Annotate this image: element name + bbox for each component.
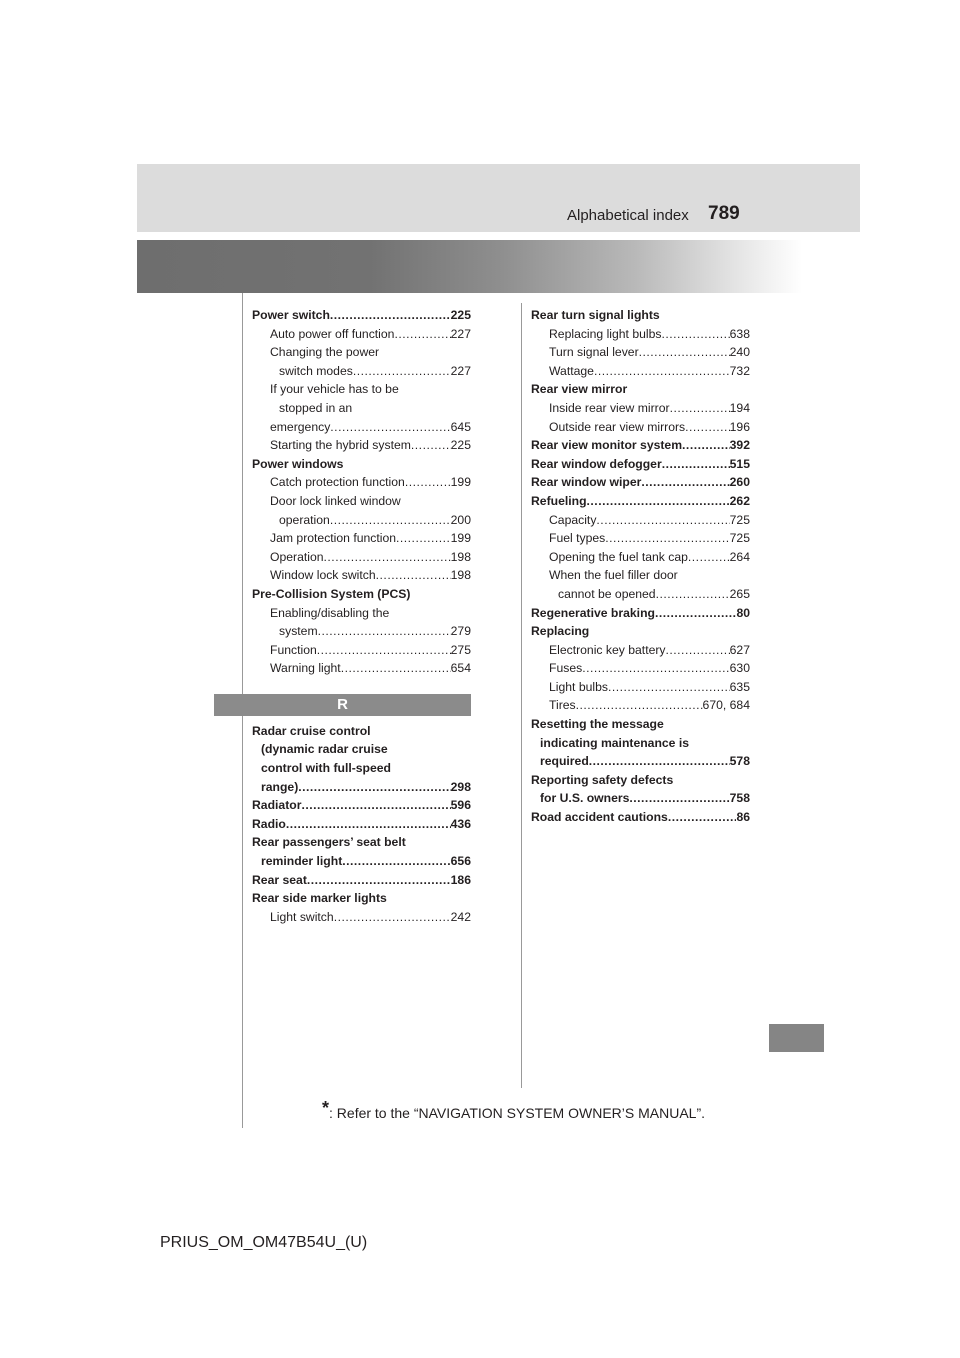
entry-text: Refueling (531, 493, 587, 508)
index-entry (531, 343, 750, 362)
entry-text: Enabling/disabling the (270, 605, 390, 620)
leader-dots (324, 548, 451, 567)
leader-dots (334, 908, 451, 927)
index-entry (252, 511, 471, 530)
index-entry (252, 343, 471, 362)
entry-page-number: 196 (729, 419, 750, 434)
entry-text: Fuses (549, 661, 583, 676)
entry-text: Rear window defogger (531, 456, 662, 471)
index-entry (252, 362, 471, 381)
entry-text: required (540, 754, 589, 769)
entry-text: Pre-Collision System (PCS) (252, 586, 411, 601)
entry-text: stopped in an (279, 400, 353, 415)
leader-dots (688, 548, 730, 567)
index-entry (531, 696, 750, 715)
leader-dots (405, 473, 451, 492)
index-entry (252, 418, 471, 437)
index-entry (252, 436, 471, 455)
entry-page-number: 436 (450, 816, 471, 831)
leader-dots (668, 808, 737, 827)
leader-dots (286, 815, 451, 834)
entry-text: If your vehicle has to be (270, 382, 399, 397)
index-entry (531, 306, 750, 325)
index-entry (531, 362, 750, 381)
entry-page-number: 198 (450, 568, 471, 583)
entry-text: Changing the power (270, 345, 380, 360)
entry-page-number: 645 (450, 419, 471, 434)
index-entry (252, 815, 471, 834)
entry-text: (dynamic radar cruise (261, 742, 388, 757)
entry-text: Light switch (270, 909, 334, 924)
entry-page-number: 725 (729, 512, 750, 527)
index-entry (252, 548, 471, 567)
index-entry (531, 436, 750, 455)
entry-text: Fuel types (549, 531, 606, 546)
leader-dots (655, 604, 736, 623)
index-entry (252, 566, 471, 585)
index-entry (252, 796, 471, 815)
entry-text: Resetting the message (531, 717, 664, 732)
entry-page-number: 515 (729, 456, 750, 471)
entry-page-number: 227 (450, 363, 471, 378)
entry-page-number: 758 (729, 791, 750, 806)
decorative-gradient-bar (137, 240, 802, 293)
leader-dots (608, 678, 730, 697)
entry-page-number: 654 (450, 661, 471, 676)
entry-text: Rear window wiper (531, 475, 642, 490)
index-entry (531, 771, 750, 790)
entry-text: range) (261, 779, 299, 794)
entry-text: Regenerative braking (531, 605, 655, 620)
leader-dots (662, 455, 730, 474)
leader-dots (576, 696, 703, 715)
index-entry (531, 752, 750, 771)
leader-dots (596, 511, 729, 530)
entry-list (252, 722, 471, 927)
entry-text: emergency (270, 419, 331, 434)
index-entry (252, 778, 471, 797)
entry-text: Radar cruise control (252, 723, 371, 738)
header-band (137, 164, 860, 232)
index-entry (252, 759, 471, 778)
entry-text: Door lock linked window (270, 493, 401, 508)
entry-page-number: 198 (450, 549, 471, 564)
section-letter-bar: R (214, 694, 471, 716)
entry-text: Jam protection function (270, 531, 397, 546)
leader-dots (670, 399, 730, 418)
index-entry (531, 641, 750, 660)
index-entry (531, 789, 750, 808)
index-entry (252, 380, 471, 399)
index-entry (531, 529, 750, 548)
index-entry (531, 604, 750, 623)
leader-dots (330, 511, 451, 530)
index-entry (531, 808, 750, 827)
thumb-index-tab (769, 1024, 824, 1052)
entry-page-number: 578 (729, 754, 750, 769)
leader-dots (587, 492, 730, 511)
leader-dots (641, 473, 729, 492)
index-entry (252, 455, 471, 474)
leader-dots (342, 852, 450, 871)
leader-dots (330, 306, 451, 325)
leader-dots (341, 659, 451, 678)
entry-text: Turn signal lever (549, 345, 639, 360)
leader-dots (301, 796, 450, 815)
entry-page-number: 200 (450, 512, 471, 527)
index-entry (252, 604, 471, 623)
leader-dots (582, 659, 729, 678)
index-entry (252, 740, 471, 759)
entry-text: Rear view monitor system (531, 438, 683, 453)
index-entry (252, 399, 471, 418)
leader-dots (685, 418, 730, 437)
entry-text: control with full-speed (261, 761, 391, 776)
index-entry (252, 852, 471, 871)
entry-page-number: 732 (729, 363, 750, 378)
index-column-right (531, 306, 750, 827)
index-entry (531, 399, 750, 418)
index-entry (531, 734, 750, 753)
leader-dots (629, 789, 729, 808)
entry-text: Outside rear view mirrors (549, 419, 686, 434)
index-entry (252, 871, 471, 890)
leader-dots (661, 325, 729, 344)
leader-dots (353, 362, 451, 381)
entry-text: Power windows (252, 456, 344, 471)
entry-page-number: 227 (450, 326, 471, 341)
entry-page-number: 627 (729, 642, 750, 657)
entry-page-number: 194 (729, 400, 750, 415)
footnote-text: : Refer to the “NAVIGATION SYSTEM OWNER’S MANUAL”. (329, 1105, 706, 1121)
column-divider (521, 303, 522, 1088)
leader-dots (307, 871, 451, 890)
index-entry (531, 566, 750, 585)
entry-text: switch modes (279, 363, 353, 378)
entry-text: Window lock switch (270, 568, 376, 583)
entry-text: Reporting safety defects (531, 772, 674, 787)
entry-text: Light bulbs (549, 679, 608, 694)
leader-dots (656, 585, 730, 604)
entry-page-number: 242 (450, 909, 471, 924)
entry-text: Rear view mirror (531, 382, 628, 397)
footnote-marker: * (322, 1098, 330, 1118)
section-title: Alphabetical index (567, 207, 689, 224)
leader-dots (394, 325, 450, 344)
entry-text: Catch protection function (270, 475, 405, 490)
entry-text: system (279, 624, 318, 639)
leader-dots (396, 529, 451, 548)
entry-list (531, 306, 750, 827)
index-entry (531, 622, 750, 641)
index-entry (531, 492, 750, 511)
index-entry (252, 833, 471, 852)
index-entry (531, 548, 750, 567)
index-entry (252, 325, 471, 344)
leader-dots (318, 622, 451, 641)
entry-page-number: 656 (450, 854, 471, 869)
entry-text: Starting the hybrid system (270, 438, 411, 453)
entry-page-number: 264 (729, 549, 750, 564)
index-entry (252, 889, 471, 908)
leader-dots (298, 778, 450, 797)
entry-page-number: 260 (729, 475, 750, 490)
index-entry (252, 585, 471, 604)
entry-page-number: 240 (729, 345, 750, 360)
entry-text: Road accident cautions (531, 810, 668, 825)
entry-text: Radiator (252, 798, 302, 813)
index-entry (531, 715, 750, 734)
index-entry (531, 455, 750, 474)
index-entry (252, 306, 471, 325)
leader-dots (666, 641, 730, 660)
document-code: PRIUS_OM_OM47B54U_(U) (160, 1234, 368, 1251)
entry-page-number: 262 (729, 493, 750, 508)
index-entry (252, 529, 471, 548)
index-entry (531, 585, 750, 604)
entry-text: Rear seat (252, 872, 307, 887)
index-entry (252, 641, 471, 660)
index-entry (531, 473, 750, 492)
index-entry (531, 659, 750, 678)
entry-page-number: 225 (450, 308, 471, 322)
entry-text: Wattage (549, 363, 594, 378)
entry-list (252, 306, 471, 678)
entry-page-number: 199 (450, 475, 471, 490)
index-entry (252, 659, 471, 678)
entry-text: cannot be opened (558, 586, 656, 601)
entry-page-number: 279 (450, 624, 471, 639)
index-entry (531, 380, 750, 399)
entry-page-number: 638 (729, 326, 750, 341)
index-column-left (252, 306, 471, 926)
entry-page-number: 630 (729, 661, 750, 676)
index-entry (531, 325, 750, 344)
entry-text: Rear turn signal lights (531, 308, 660, 322)
leader-dots (589, 752, 730, 771)
entry-text: Electronic key battery (549, 642, 666, 657)
index-entry (252, 492, 471, 511)
leader-dots (411, 436, 451, 455)
leader-dots (330, 418, 450, 437)
leader-dots (317, 641, 451, 660)
entry-text: Capacity (549, 512, 597, 527)
leader-dots (639, 343, 730, 362)
entry-text: for U.S. owners (540, 791, 630, 806)
page-number: 789 (708, 203, 740, 224)
entry-text: Power switch (252, 308, 330, 322)
entry-page-number: 275 (450, 642, 471, 657)
entry-page-number: 186 (450, 872, 471, 887)
entry-page-number: 225 (450, 438, 471, 453)
entry-page-number: 80 (736, 605, 750, 620)
entry-text: Radio (252, 816, 286, 831)
index-entry (252, 622, 471, 641)
entry-text: Rear passengers’ seat belt (252, 835, 406, 850)
entry-text: Auto power off function (270, 326, 395, 341)
leader-dots (605, 529, 729, 548)
entry-page-number: 298 (450, 779, 471, 794)
entry-text: operation (279, 512, 330, 527)
footnote (322, 1098, 705, 1121)
index-entry (252, 908, 471, 927)
index-entry (252, 722, 471, 741)
entry-text: Replacing (531, 624, 590, 639)
entry-text: Tires (549, 698, 576, 713)
entry-page-number: 670, 684 (702, 698, 750, 713)
entry-page-number: 635 (729, 679, 750, 694)
entry-text: Warning light (270, 661, 341, 676)
entry-page-number: 199 (450, 531, 471, 546)
entry-text: Replacing light bulbs (549, 326, 662, 341)
entry-text: indicating maintenance is (540, 735, 689, 750)
entry-text: When the fuel filler door (549, 568, 678, 583)
leader-dots (682, 436, 730, 455)
entry-page-number: 596 (450, 798, 471, 813)
entry-text: Function (270, 642, 317, 657)
entry-page-number: 265 (729, 586, 750, 601)
entry-text: Operation (270, 549, 324, 564)
entry-page-number: 392 (729, 438, 750, 453)
leader-dots (594, 362, 730, 381)
entry-text: Inside rear view mirror (549, 400, 670, 415)
entry-text: Rear side marker lights (252, 891, 387, 906)
entry-page-number: 725 (729, 531, 750, 546)
index-entry (252, 473, 471, 492)
index-entry (531, 418, 750, 437)
entry-text: Opening the fuel tank cap (549, 549, 688, 564)
entry-text: reminder light (261, 854, 343, 869)
entry-page-number: 86 (736, 810, 750, 825)
index-entry (531, 511, 750, 530)
leader-dots (376, 566, 451, 585)
index-entry (531, 678, 750, 697)
